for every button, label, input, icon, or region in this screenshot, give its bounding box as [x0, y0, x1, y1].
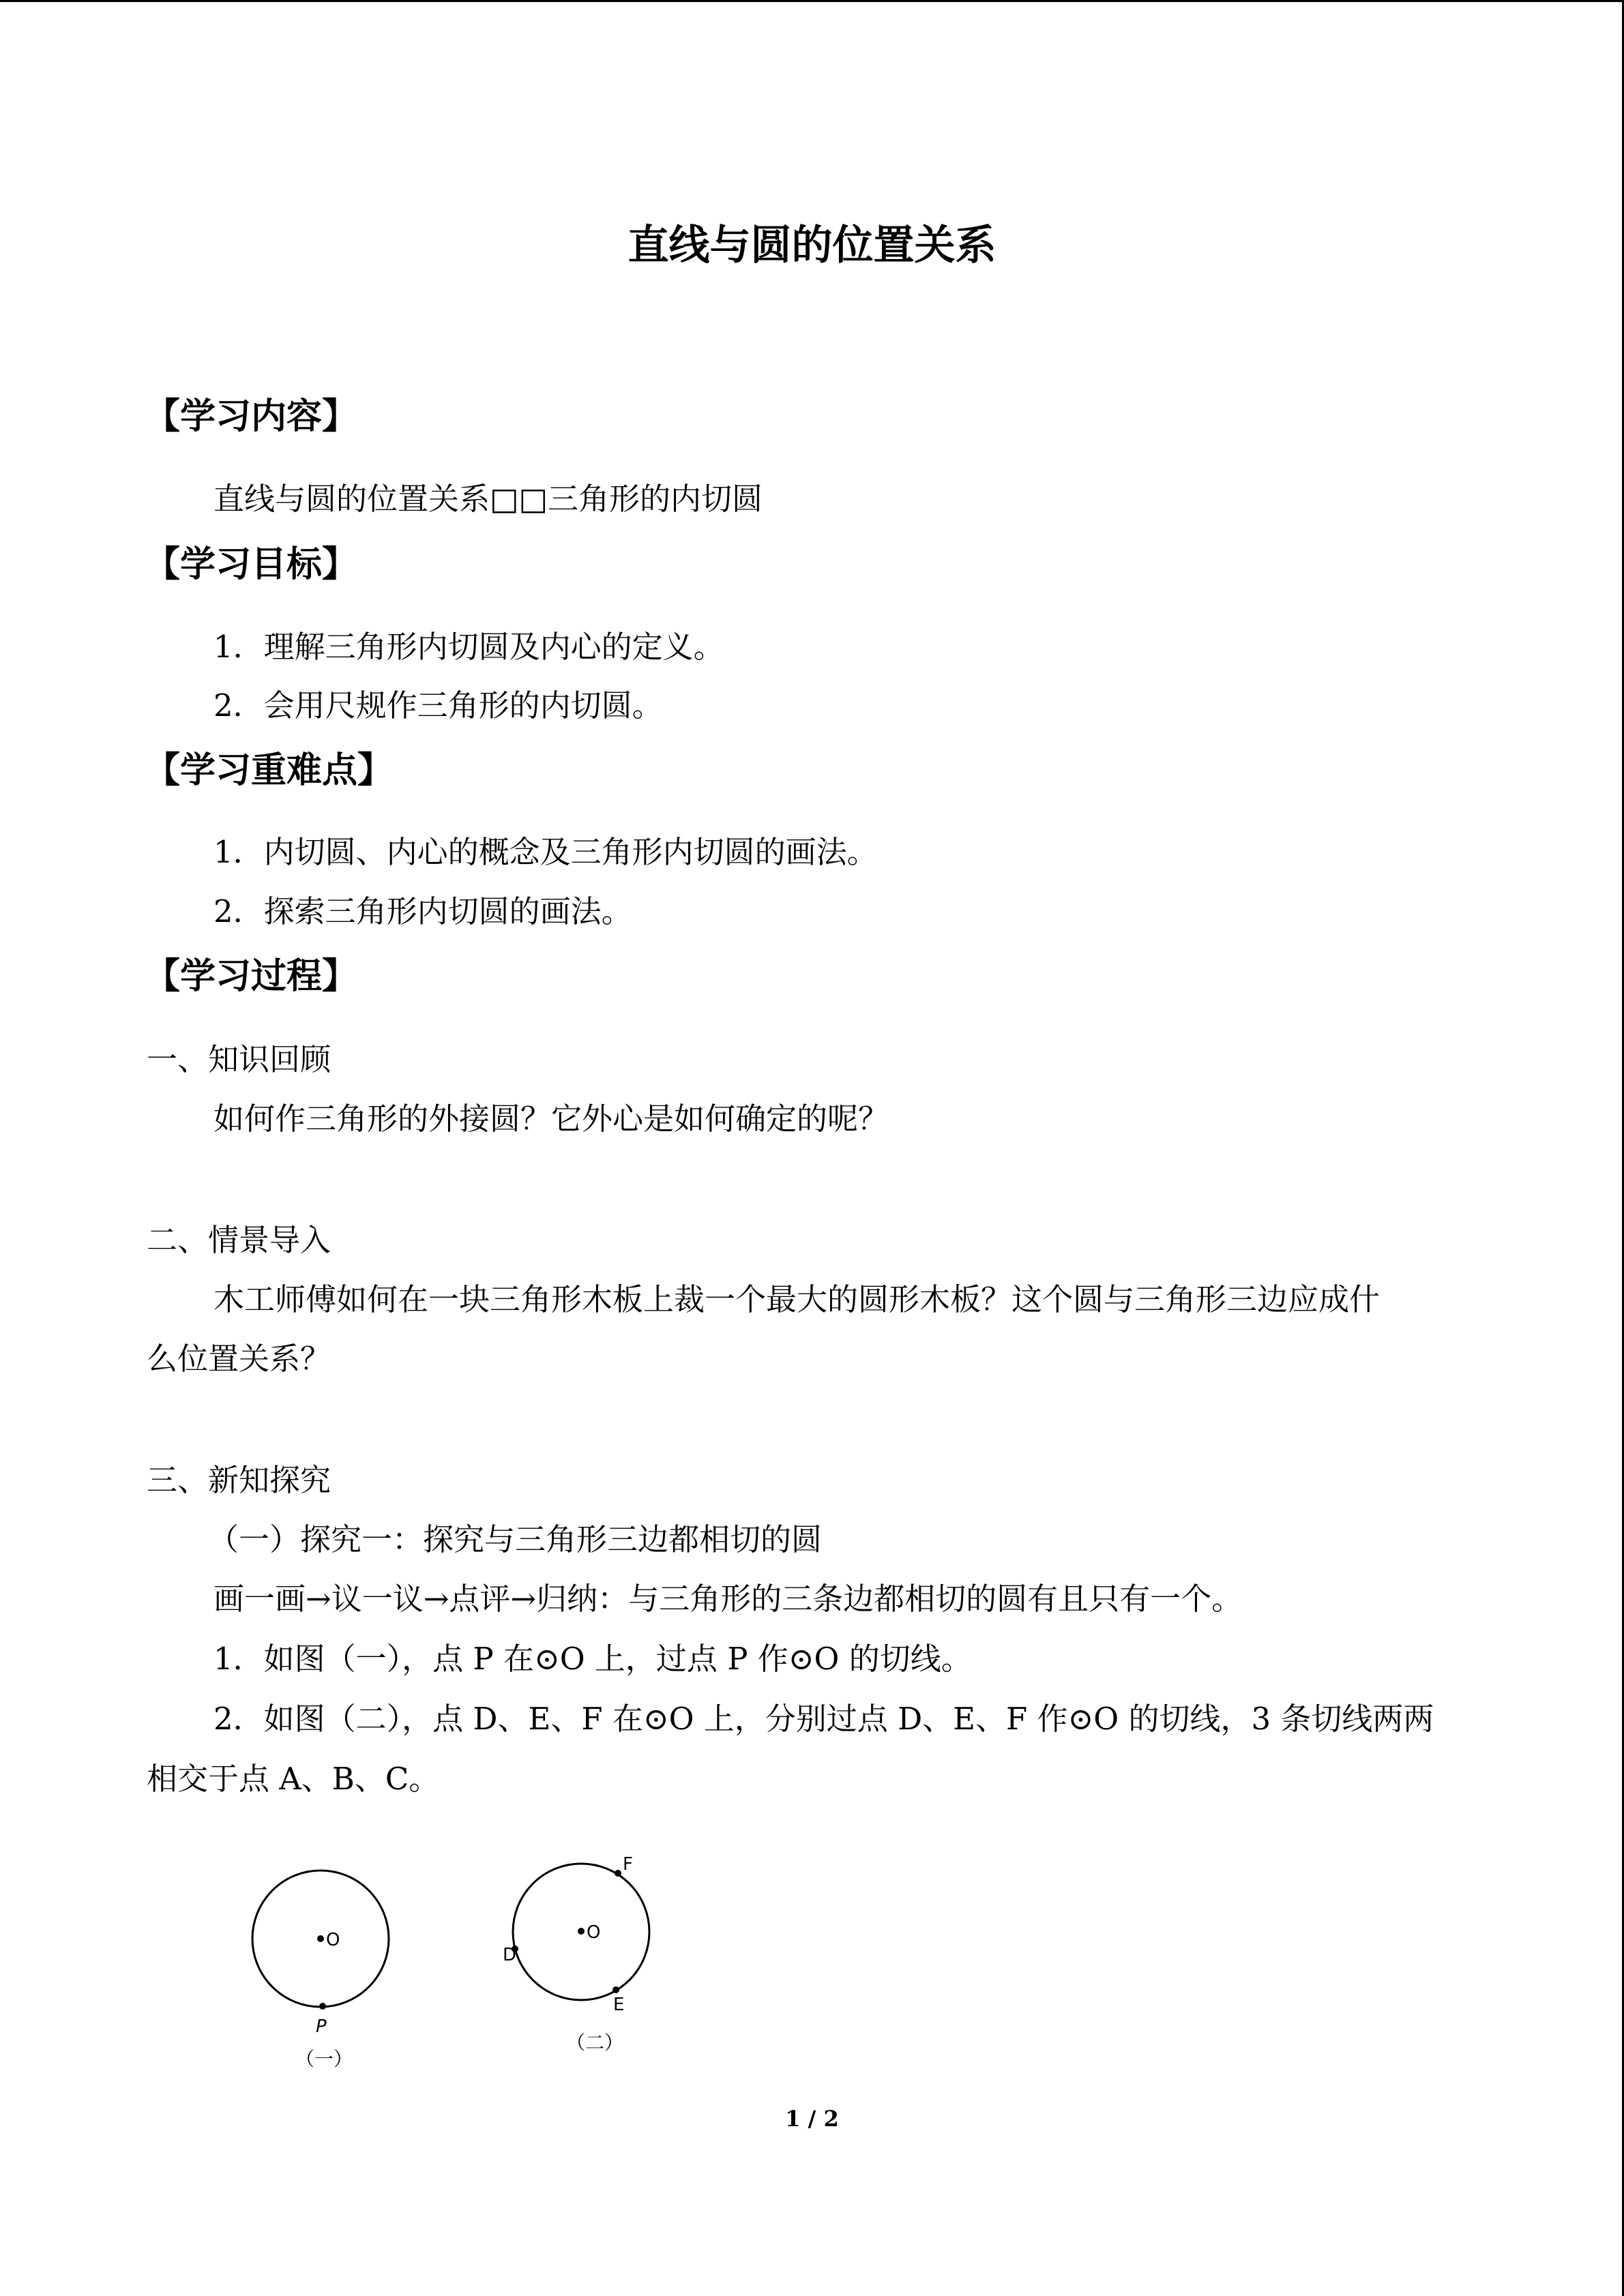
heading-goals: 【学习目标】 [145, 543, 358, 585]
top-border [0, 0, 1624, 2]
heading-process: 【学习过程】 [145, 955, 358, 997]
point-d-label: D [503, 1945, 517, 1965]
goal-item-2: 2．会用尺规作三角形的内切圆。 [213, 687, 663, 724]
figure-2-caption: （二） [566, 2031, 624, 2054]
explore-item-2-line-1: 2．如图（二），点 D、E、F 在⊙O 上，分别过点 D、E、F 作⊙O 的切线，3 条切线两两 [213, 1701, 1434, 1737]
explore-summary: 画一画→议一议→点评→归纳：与三角形的三条边都相切的圆有且只有一个。 [213, 1581, 1243, 1617]
point-f [615, 1870, 621, 1877]
point-p [319, 2003, 326, 2010]
figure-1-caption: （一） [295, 2048, 353, 2070]
center-point [578, 1928, 585, 1935]
point-f-label: F [623, 1854, 633, 1875]
key-point-item-1: 1．内切圆、内心的概念及三角形内切圆的画法。 [213, 834, 878, 870]
review-text: 如何作三角形的外接圆？它外心是如何确定的呢？ [213, 1101, 889, 1137]
explore-sub1: （一）探究一：探究与三角形三边都相切的圆 [208, 1521, 823, 1557]
point-e [612, 1986, 619, 1993]
point-e-label: E [613, 1995, 625, 2015]
explore-title: 三、新知探究 [147, 1462, 331, 1498]
figure-2 [491, 1848, 696, 2066]
center-label: O [587, 1922, 601, 1943]
explore-item-1: 1．如图（一），点 P 在⊙O 上，过点 P 作⊙O 的切线。 [213, 1641, 972, 1677]
key-point-item-2: 2．探索三角形内切圆的画法。 [213, 893, 632, 929]
goal-item-1: 1．理解三角形内切圆及内心的定义。 [213, 629, 724, 665]
review-title: 一、知识回顾 [147, 1041, 331, 1077]
point-p-label: P [316, 2016, 327, 2037]
heading-content: 【学习内容】 [145, 396, 358, 437]
explore-item-2-line-2: 相交于点 A、B、C。 [147, 1761, 440, 1797]
intro-line-1: 木工师傅如何在一块三角形木板上裁一个最大的圆形木板？这个圆与三角形三边应成什 [213, 1281, 1381, 1317]
page-number: 1 / 2 [785, 2106, 839, 2132]
heading-key-points: 【学习重难点】 [145, 749, 394, 791]
page-title: 直线与圆的位置关系 [628, 222, 996, 269]
content-text: 直线与圆的位置关系□□三角形的内切圆 [213, 481, 763, 517]
intro-line-2: 么位置关系？ [147, 1341, 331, 1377]
intro-title: 二、情景导入 [147, 1222, 331, 1258]
center-label: O [326, 1930, 340, 1950]
figure-1 [232, 1855, 437, 2080]
center-point [317, 1935, 324, 1942]
